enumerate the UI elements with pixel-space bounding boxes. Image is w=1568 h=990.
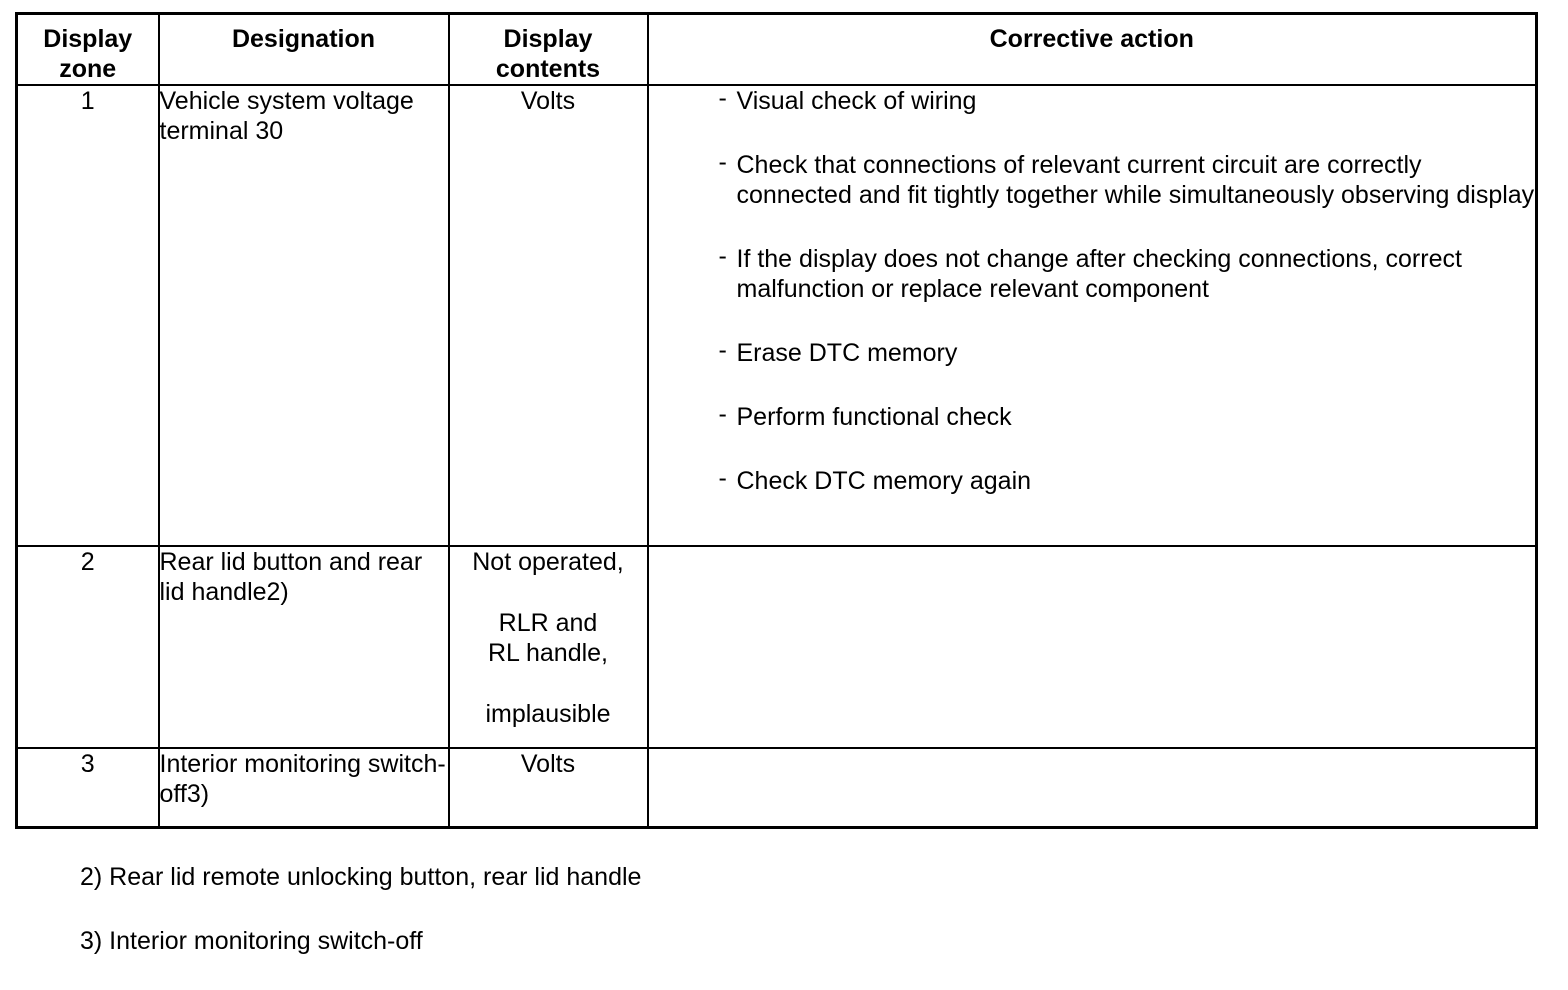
cell-contents: Volts (449, 748, 648, 828)
action-item: - Visual check of wiring (718, 84, 977, 115)
cell-designation: Rear lid button and rear lid handle2) (159, 546, 449, 748)
cell-designation: Vehicle system voltage terminal 30 (159, 85, 449, 546)
dash-bullet: - (718, 242, 727, 270)
header-display-zone: Display zone (17, 14, 159, 86)
action-item: - Erase DTC memory (718, 336, 958, 367)
dash-bullet: - (718, 336, 727, 364)
cell-contents: Not operated, RLR and RL handle, implausible (449, 546, 648, 748)
cell-corrective-action (648, 748, 1537, 828)
action-list (649, 86, 1536, 496)
cell-designation: Interior monitoring switch-off3) (159, 748, 449, 828)
dash-bullet: - (718, 464, 727, 492)
action-item: - Perform functional check (718, 400, 1012, 431)
cell-contents: Volts (449, 85, 648, 546)
footnote: 2) Rear lid remote unlocking button, rear lid handle (80, 863, 642, 891)
action-item: - Check that connections of relevant current circuit are correctly connected and fit tightly together while simultaneously observing display (718, 148, 1535, 209)
footnotes (80, 862, 641, 990)
footnote: 3) Interior monitoring switch-off (80, 927, 423, 955)
cell-corrective-action (648, 85, 1537, 546)
cell-zone: 2 (17, 546, 159, 748)
cell-corrective-action (648, 546, 1537, 748)
table-row (17, 85, 1537, 546)
table-row (17, 748, 1537, 828)
header-display-contents: Display contents (449, 14, 648, 86)
dash-bullet: - (718, 84, 727, 112)
dash-bullet: - (718, 400, 727, 428)
dash-bullet: - (718, 148, 727, 176)
cell-zone: 1 (17, 85, 159, 546)
table-row (17, 546, 1537, 748)
action-item: - If the display does not change after checking connections, correct malfunction or replace relevant component (718, 242, 1462, 303)
diagnostic-table (15, 12, 1538, 829)
action-item: - Check DTC memory again (718, 464, 1032, 495)
header-row (17, 14, 1537, 86)
header-corrective-action: Corrective action (648, 14, 1537, 86)
header-designation: Designation (159, 14, 449, 86)
cell-zone: 3 (17, 748, 159, 828)
